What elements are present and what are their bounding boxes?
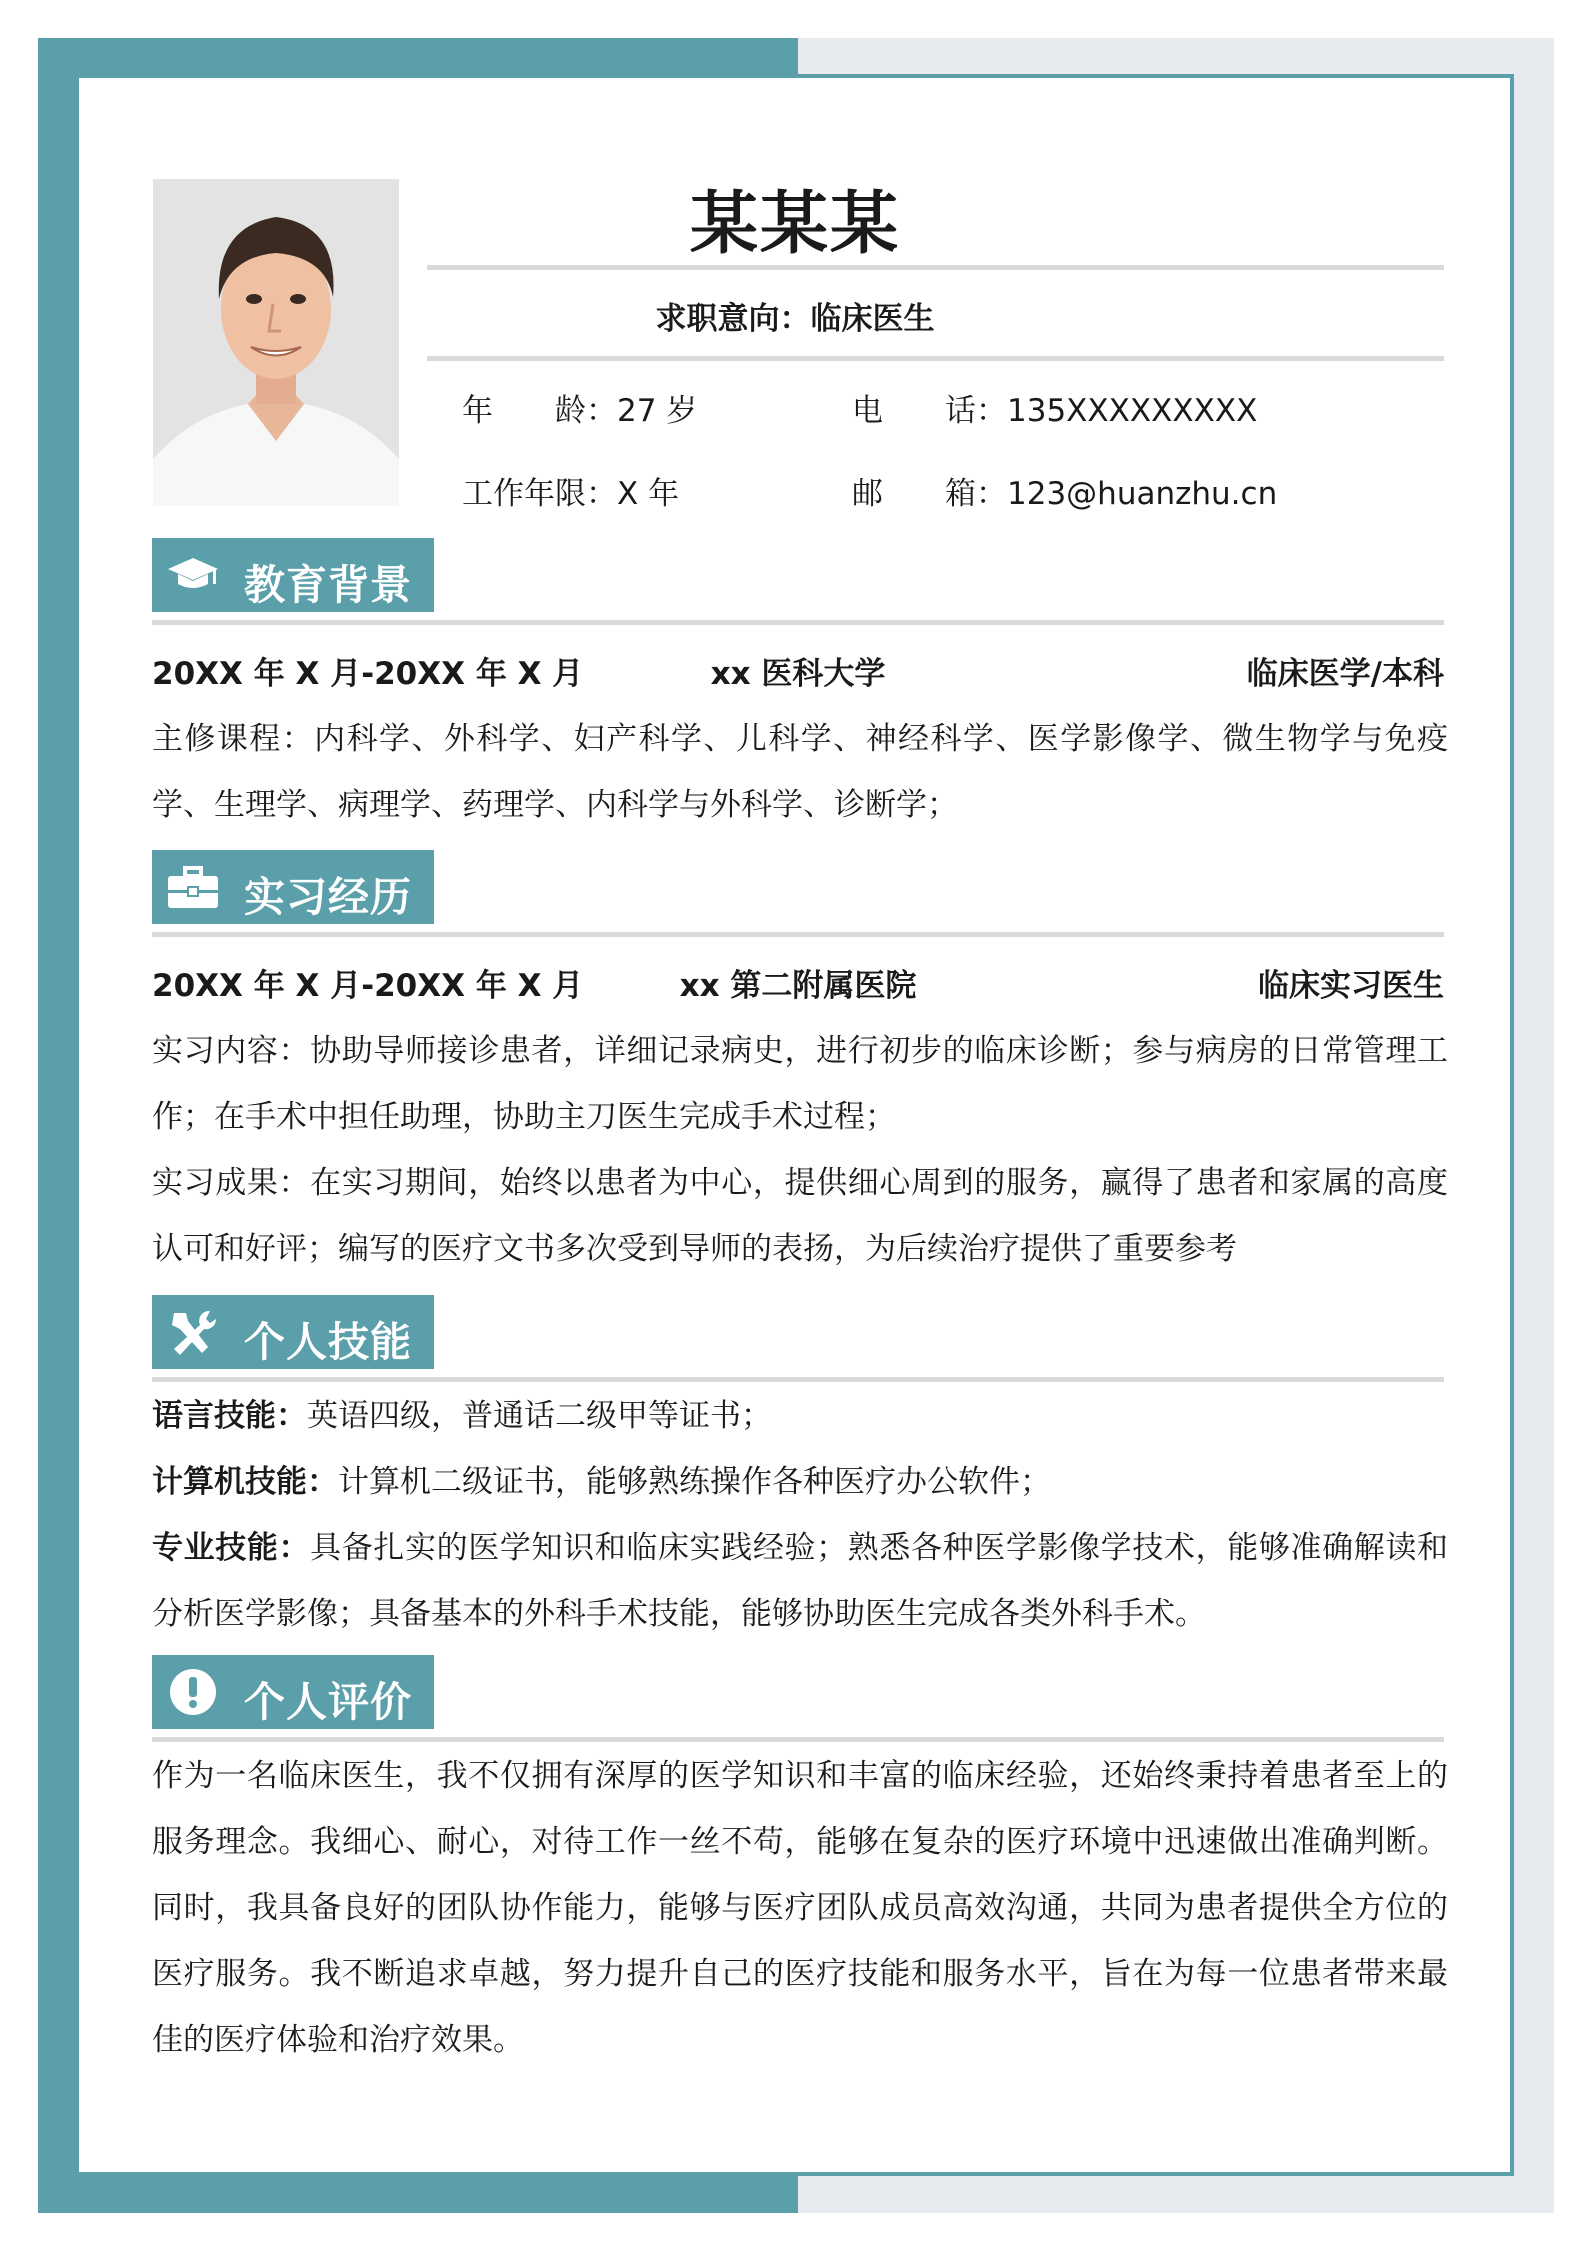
education-section-header (152, 538, 434, 612)
education-courses: 主修课程：内科学、外科学、妇产科学、儿科学、神经科学、医学影像学、微生物学与免疫学、生理学、病理学、药理学、内科学与外科学、诊断学； (152, 721, 1448, 823)
email-value: 123@huanzhu.cn (1007, 476, 1278, 512)
internship-divider (152, 932, 1444, 937)
profile-photo (153, 179, 399, 506)
info-icon (166, 1667, 220, 1717)
education-summary-row (152, 648, 1444, 692)
internship-role: 临床实习医生 (1258, 968, 1444, 1004)
graduation-cap-icon (166, 550, 220, 600)
skill-computer-label: 计算机技能： (152, 1464, 338, 1500)
skill-language-text: 英语四级，普通话二级甲等证书； (307, 1398, 772, 1434)
age-field (462, 385, 697, 430)
skills-divider (152, 1377, 1444, 1382)
candidate-name: 某某某 (689, 185, 900, 264)
header-divider-top (427, 265, 1444, 270)
job-objective: 求职意向：临床医生 (655, 301, 935, 337)
phone-field (852, 385, 1257, 430)
internship-period: 20XX 年 X 月-20XX 年 X 月 (152, 968, 584, 1004)
education-period: 20XX 年 X 月-20XX 年 X 月 (152, 656, 584, 692)
evaluation-section-title: 个人评价 (244, 1678, 412, 1726)
internship-result: 实习成果：在实习期间，始终以患者为中心，提供细心周到的服务，赢得了患者和家属的高度认可和好评；编写的医疗文书多次受到导师的表扬，为后续治疗提供了重要参考 (152, 1165, 1448, 1267)
email-label: 邮 箱： (852, 476, 1007, 512)
skills-section-header (152, 1295, 434, 1369)
email-field (852, 468, 1277, 513)
skill-language-label: 语言技能： (152, 1398, 307, 1434)
education-divider (152, 620, 1444, 625)
experience-years-value: X 年 (617, 476, 680, 512)
phone-value: 135XXXXXXXXX (1007, 393, 1258, 429)
education-school: xx 医科大学 (710, 656, 886, 692)
age-value: 27 岁 (617, 393, 698, 429)
skill-computer (152, 1449, 1448, 1515)
experience-years-field (462, 468, 679, 513)
internship-section-title: 实习经历 (244, 873, 412, 921)
internship-summary-row (152, 960, 1444, 1004)
age-label: 年 龄： (462, 393, 617, 429)
evaluation-divider (152, 1737, 1444, 1742)
education-degree: 临床医学/本科 (1246, 656, 1444, 692)
skill-professional-label: 专业技能： (152, 1530, 311, 1566)
skills-section-title: 个人技能 (244, 1318, 412, 1366)
education-section-title: 教育背景 (244, 561, 412, 609)
phone-label: 电 话： (852, 393, 1007, 429)
evaluation-text: 作为一名临床医生，我不仅拥有深厚的医学知识和丰富的临床经验，还始终秉持着患者至上的服务理念。我细心、耐心，对待工作一丝不苟，能够在复杂的医疗环境中迅速做出准确判断。同时，我具备良好的团队协作能力，能够与医疗团队成员高效沟通，共同为患者提供全方位的医疗服务。我不断追求卓越，努力提升自己的医疗技能和服务水平，旨在为每一位患者带来最佳的医疗体验和治疗效果。 (152, 1758, 1448, 2058)
briefcase-icon (166, 862, 220, 912)
skill-language (152, 1383, 1448, 1449)
internship-hospital: xx 第二附属医院 (679, 968, 917, 1004)
skill-professional (152, 1515, 1448, 1647)
skill-computer-text: 计算机二级证书，能够熟练操作各种医疗办公软件； (338, 1464, 1051, 1500)
experience-years-label: 工作年限： (462, 476, 617, 512)
skill-professional-text: 具备扎实的医学知识和临床实践经验；熟悉各种医学影像学技术，能够准确解读和分析医学影像；具备基本的外科手术技能，能够协助医生完成各类外科手术。 (152, 1530, 1448, 1632)
header-divider-bottom (427, 356, 1444, 361)
evaluation-section-header (152, 1655, 434, 1729)
internship-section-header (152, 850, 434, 924)
tools-icon (166, 1307, 220, 1357)
internship-content: 实习内容：协助导师接诊患者，详细记录病史，进行初步的临床诊断；参与病房的日常管理工作；在手术中担任助理，协助主刀医生完成手术过程； (152, 1033, 1448, 1135)
